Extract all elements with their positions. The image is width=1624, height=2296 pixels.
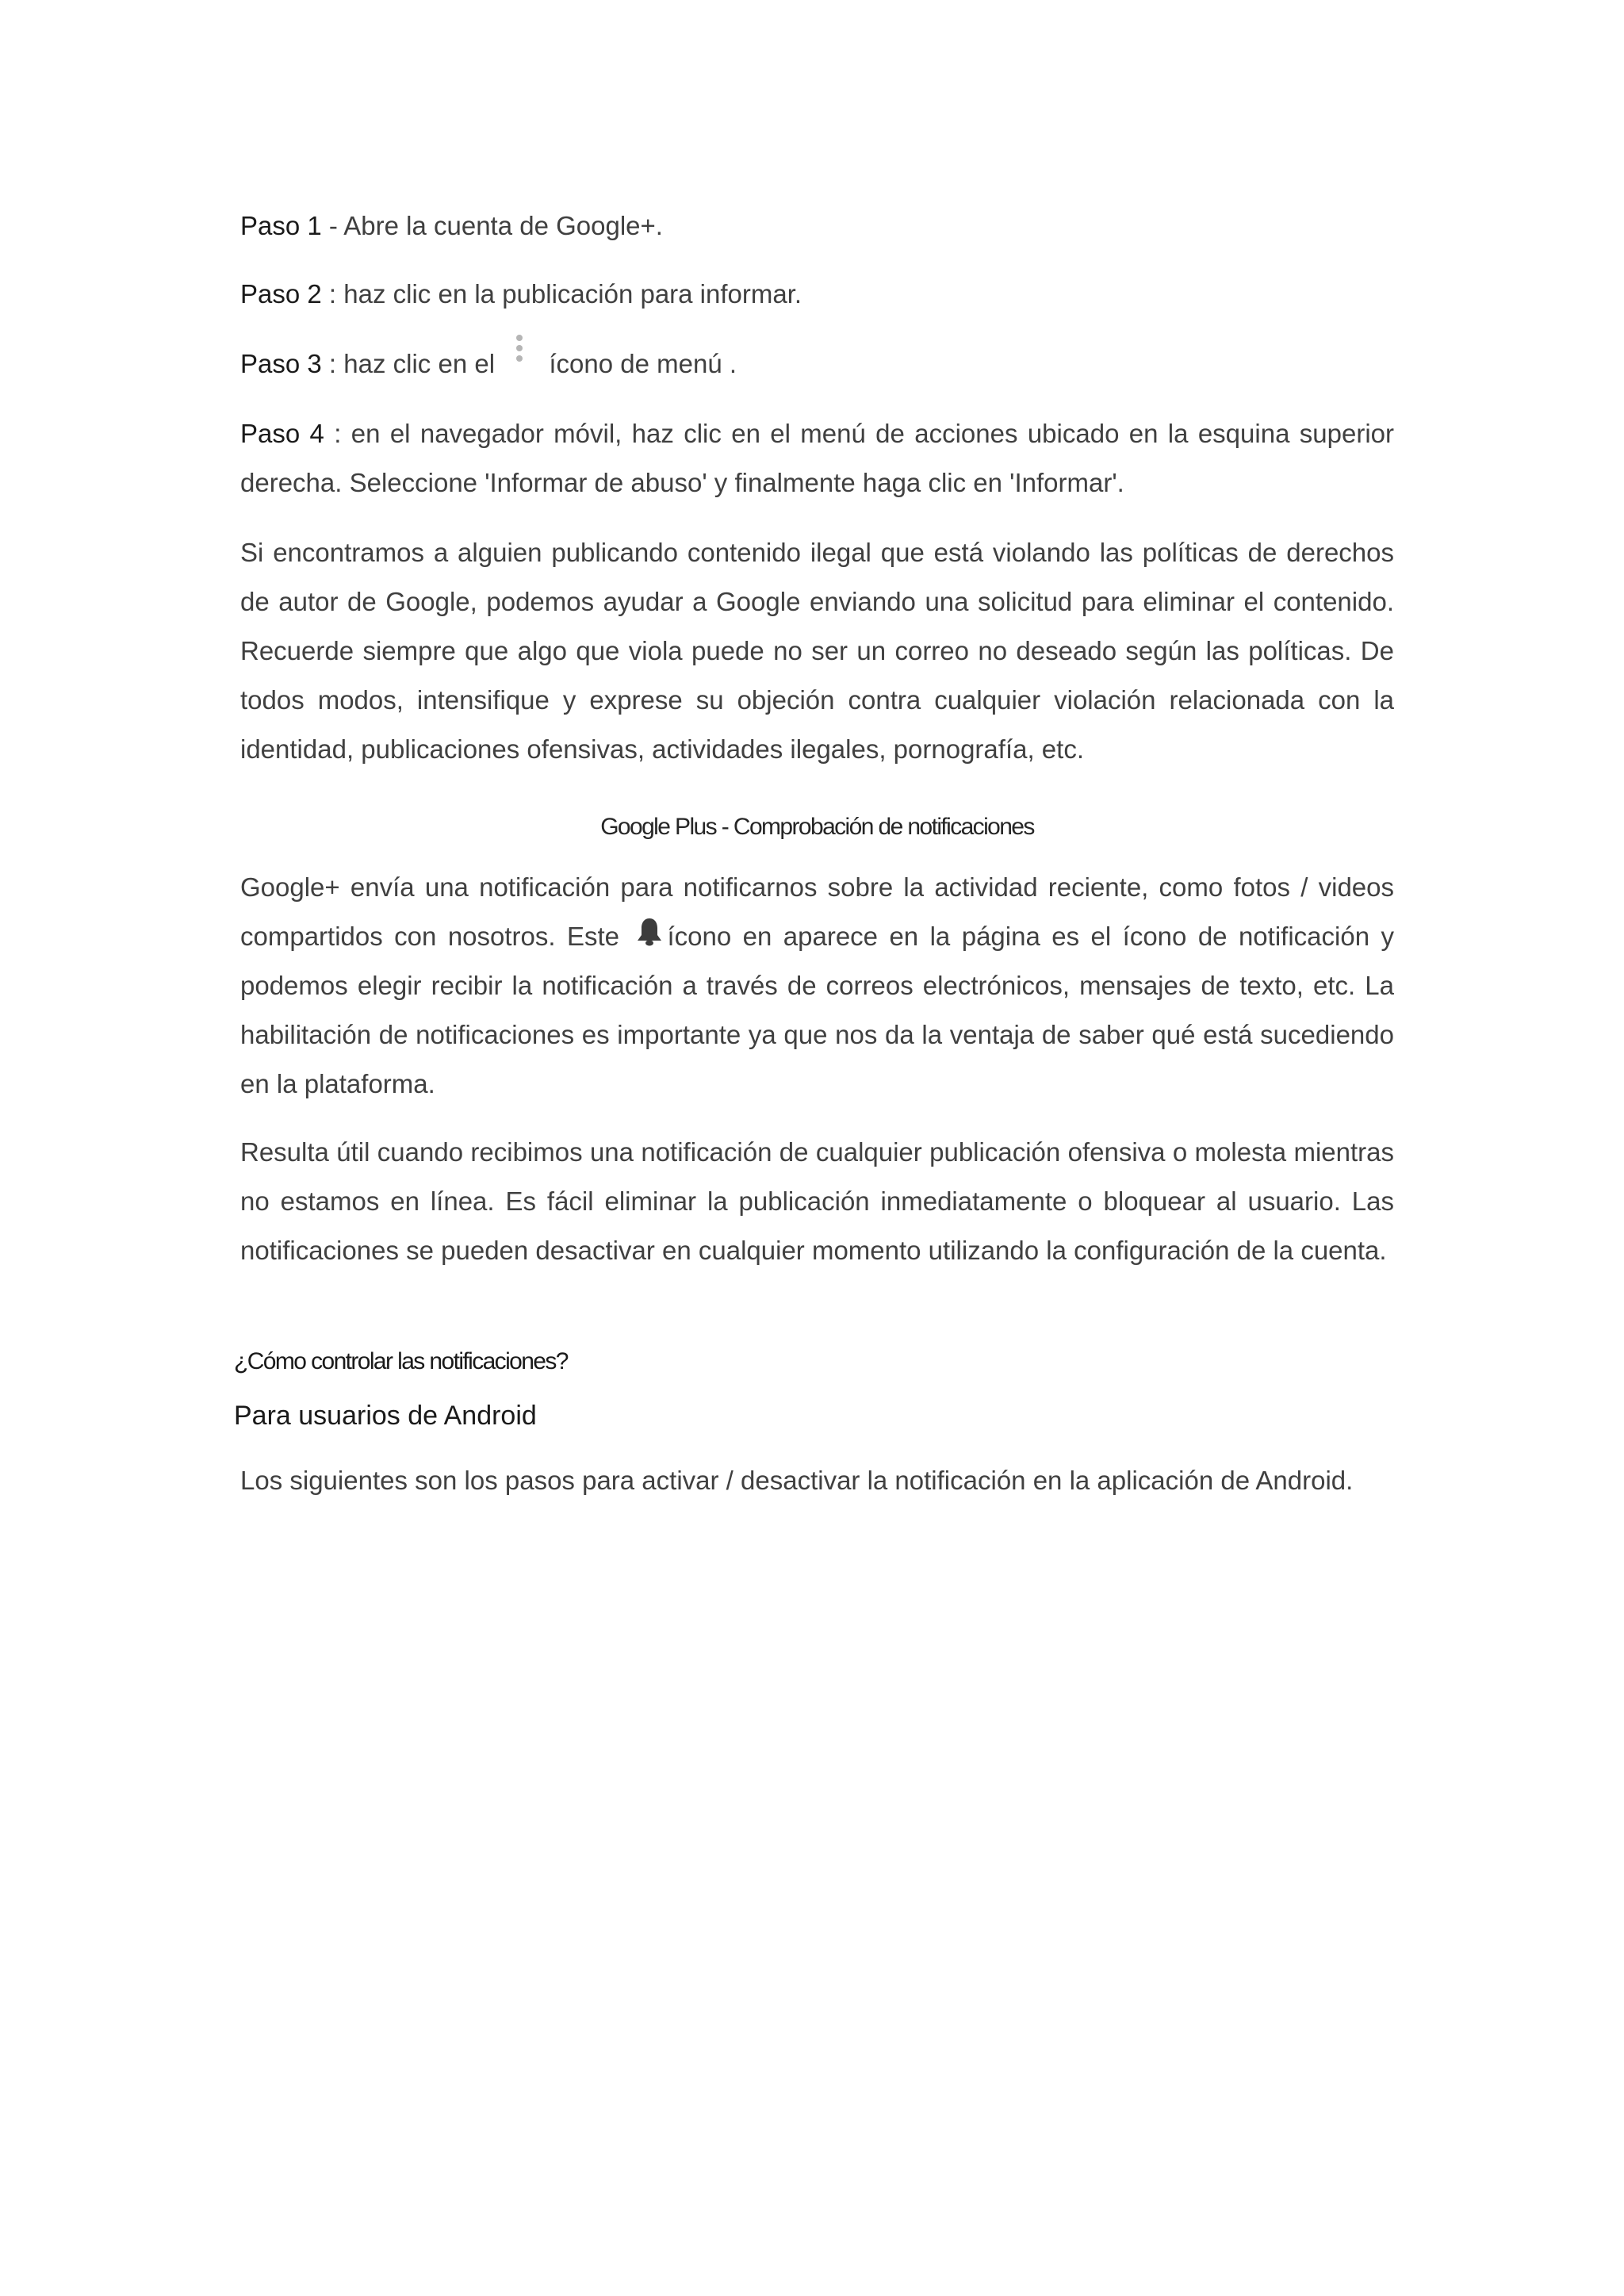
bell-icon	[634, 914, 665, 946]
paragraph-copyright: Si encontramos a alguien publicando contenido ilegal que está violando las políticas de derechos de autor de Google, podemos ayudar a Google enviando una solicitud para eliminar el contenido. Recuerde siempre que algo que viola puede no ser un correo no deseado según las políticas. De todos modos, intensifique y exprese su objeción contra cualquier violación relacionada con la identidad, publicaciones ofensivas, actividades ilegales, pornografía, etc.	[240, 538, 1394, 764]
step-2	[240, 270, 1394, 319]
notification-paragraph	[240, 863, 1394, 1109]
step-2-text: : haz clic en la publicación para informar.	[321, 279, 802, 309]
step-2-label: Paso 2	[240, 279, 322, 309]
step-1	[240, 201, 1394, 251]
section-title: Google Plus - Comprobación de notificaciones	[600, 814, 1034, 840]
step-3	[240, 339, 1394, 389]
kebab-menu-icon	[510, 333, 529, 370]
notification-paragraph-before: Google+ envía una notificación para notificarnos sobre la actividad reciente, como fotos / videos compartidos con nosotros. Este	[240, 872, 1394, 951]
question-heading: ¿Cómo controlar las notificaciones?	[234, 1348, 568, 1374]
step-4	[240, 409, 1394, 508]
step-1-text: - Abre la cuenta de Google+.	[321, 211, 663, 240]
step-4-text: : en el navegador móvil, haz clic en el menú de acciones ubicado en la esquina superior derecha. Seleccione 'Informar de abuso' y finalmente haga clic en 'Informar'.	[240, 419, 1394, 497]
step-3-label: Paso 3	[240, 349, 322, 378]
android-text: Los siguientes son los pasos para activar / desactivar la notificación en la aplicación de Android.	[240, 1466, 1354, 1495]
step-1-label: Paso 1	[240, 211, 322, 240]
step-3-text-after: ícono de menú .	[542, 349, 737, 378]
android-heading: Para usuarios de Android	[234, 1401, 537, 1431]
paragraph-useful: Resulta útil cuando recibimos una notificación de cualquier publicación ofensiva o molesta mientras no estamos en línea. Es fácil eliminar la publicación inmediatamente o bloquear al usuario. Las notificaciones se pueden desactivar en cualquier momento utilizando la configuración de la cuenta.	[240, 1137, 1394, 1265]
step-3-text-before: : haz clic en el	[321, 349, 503, 378]
notification-paragraph-after: ícono en aparece en la página es el ícono de notificación y podemos elegir recibir la notificación a través de correos electrónicos, mensajes de texto, etc. La habilitación de notificaciones es importante ya que nos da la ventaja de saber qué está sucediendo en la plataforma.	[240, 922, 1394, 1098]
step-4-label: Paso 4	[240, 419, 324, 448]
